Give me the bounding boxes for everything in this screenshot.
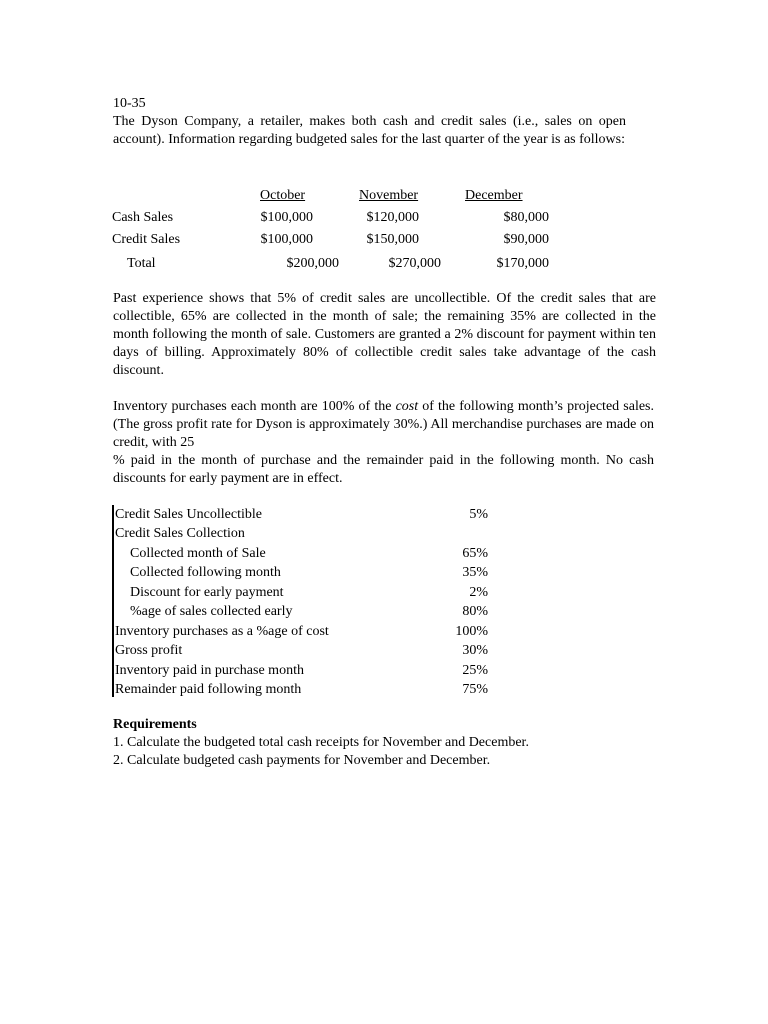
summary-row <box>115 584 492 603</box>
row-label-cash-sales: Cash Sales <box>112 210 174 225</box>
summary-value: 80% <box>462 604 488 619</box>
credit-sales-november: $150,000 <box>366 232 419 247</box>
summary-label: Credit Sales Collection <box>115 526 245 541</box>
summary-row <box>115 642 492 661</box>
summary-value: 30% <box>462 643 488 658</box>
summary-row <box>115 623 492 642</box>
summary-row <box>115 525 492 544</box>
intro-paragraph: The Dyson Company, a retailer, makes both cash and credit sales (i.e., sales on open account). Information regarding budgeted sales for the last quarter of the year is as follows: <box>113 114 626 147</box>
summary-row <box>115 564 492 583</box>
inventory-paragraph-line2: % paid in the month of purchase and the remainder paid in the following month. No cash discounts for early payment are in effect. <box>113 453 654 486</box>
summary-value: 5% <box>469 507 488 522</box>
inventory-text-after: of the following month’s projected sales. (The gross profit rate for Dyson is approximately 30%.) All merchandise purchases are made on credit, with 25 <box>113 399 654 450</box>
summary-row <box>115 506 492 525</box>
summary-label: %age of sales collected early <box>130 604 293 619</box>
summary-value: 25% <box>462 663 488 678</box>
row-label-total: Total <box>127 256 156 271</box>
summary-value: 75% <box>462 682 488 697</box>
collection-paragraph: Past experience shows that 5% of credit sales are uncollectible. Of the credit sales that are collectible, 65% are collected in the month of sale; the remaining 35% are collected in the month following the month of sale. Customers are granted a 2% discount for payment within ten days of billing. Approximately 80% of collectible credit sales take advantage of the cash discount. <box>113 291 656 378</box>
credit-sales-december: $90,000 <box>503 232 549 247</box>
total-december: $170,000 <box>496 256 549 271</box>
summary-value: 2% <box>469 585 488 600</box>
total-november: $270,000 <box>388 256 441 271</box>
summary-label: Gross profit <box>115 643 183 658</box>
credit-sales-october: $100,000 <box>260 232 313 247</box>
summary-value: 65% <box>462 546 488 561</box>
summary-value: 35% <box>462 565 488 580</box>
requirements-heading <box>113 716 197 734</box>
summary-label: Collected following month <box>130 565 281 580</box>
summary-label: Inventory paid in purchase month <box>115 663 304 678</box>
inventory-text-before: Inventory purchases each month are 100% of the <box>113 399 396 414</box>
summary-label: Inventory purchases as a %age of cost <box>115 624 329 639</box>
header-november: November <box>359 188 419 203</box>
summary-left-border <box>112 505 114 697</box>
requirement-item-1: 1. Calculate the budgeted total cash receipts for November and December. <box>113 735 529 750</box>
total-october: $200,000 <box>286 256 339 271</box>
problem-number: 10-35 <box>113 96 146 111</box>
inventory-text-cost: cost <box>395 399 419 414</box>
summary-label: Credit Sales Uncollectible <box>115 507 262 522</box>
cash-sales-november: $120,000 <box>366 210 419 225</box>
header-december: December <box>465 188 523 203</box>
inventory-paragraph <box>113 398 654 452</box>
requirements-heading-text: Requirements <box>113 717 197 732</box>
header-october: October <box>260 188 306 203</box>
summary-value: 100% <box>455 624 488 639</box>
summary-row <box>115 681 492 700</box>
summary-label: Discount for early payment <box>130 585 284 600</box>
cash-sales-december: $80,000 <box>503 210 549 225</box>
requirement-item-2: 2. Calculate budgeted cash payments for November and December. <box>113 753 491 768</box>
summary-label: Remainder paid following month <box>115 682 302 697</box>
summary-row <box>115 662 492 681</box>
cash-sales-october: $100,000 <box>260 210 313 225</box>
summary-label: Collected month of Sale <box>130 546 266 561</box>
row-label-credit-sales: Credit Sales <box>112 232 181 247</box>
summary-row <box>115 545 492 564</box>
summary-row <box>115 603 492 622</box>
